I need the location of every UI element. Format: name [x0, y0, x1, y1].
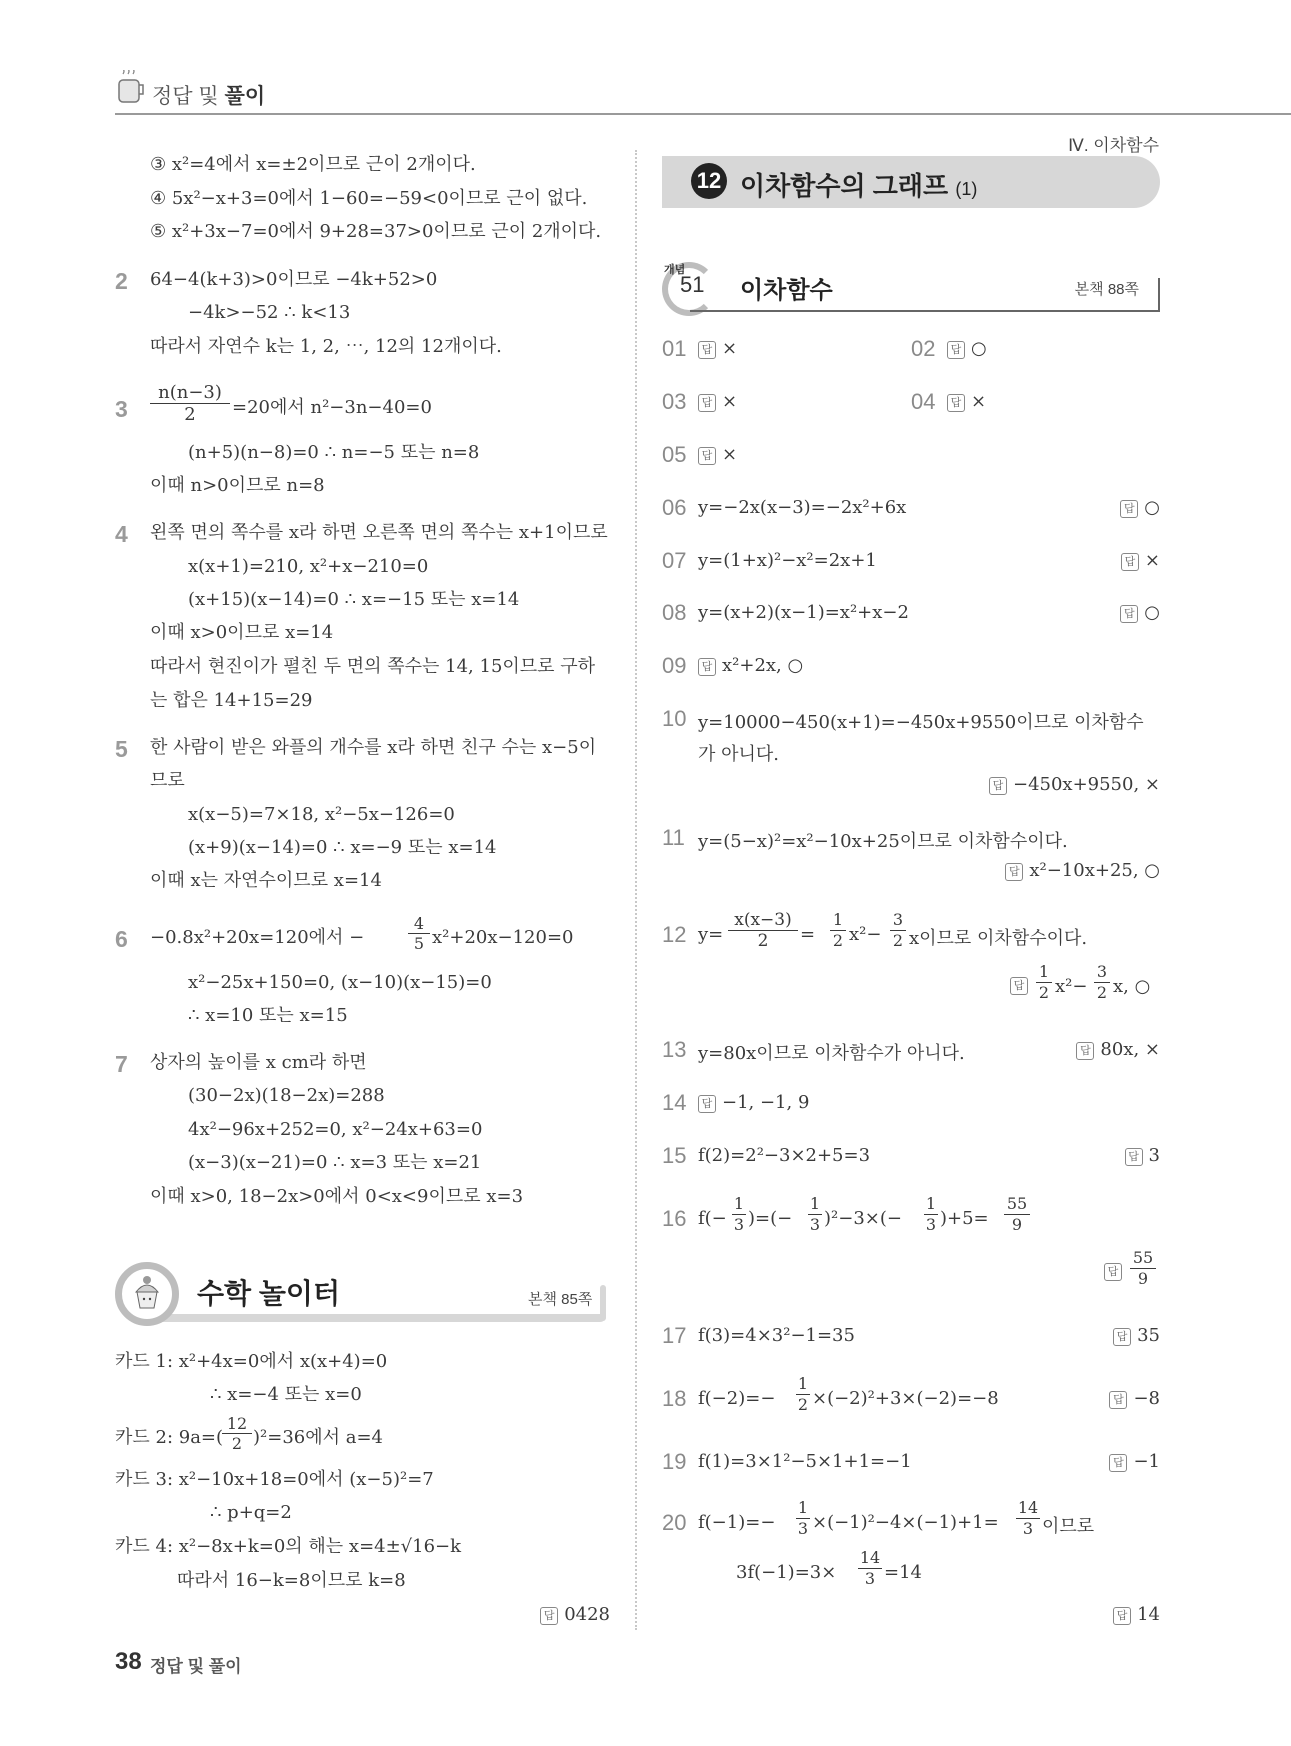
working: ×(−1)²−4×(−1)+1=	[812, 1512, 999, 1533]
fraction-denominator: 2	[892, 931, 904, 950]
fraction	[796, 1374, 810, 1415]
answer-value: ×	[722, 444, 738, 465]
text-line: ③ x²=4에서 x=±2이므로 근이 2개이다.	[150, 154, 476, 175]
fraction	[808, 1194, 822, 1235]
working: x이므로 이차함수이다.	[909, 928, 1088, 949]
fraction-denominator: 3	[925, 1215, 937, 1234]
answer-number: 16	[662, 1206, 687, 1231]
answer	[947, 391, 986, 412]
answer	[1060, 1604, 1160, 1625]
text-line: 따라서 현진이가 펼친 두 면의 쪽수는 14, 15이므로 구하	[150, 656, 596, 677]
answer-mark: 답	[1010, 977, 1028, 995]
text-line: x(x+1)=210, x²+x−210=0	[188, 556, 429, 577]
fraction	[1004, 1194, 1030, 1235]
card-line: 카드 3: x²−10x+18=0에서 (x−5)²=7	[115, 1469, 434, 1490]
fraction-denominator: 3	[733, 1215, 745, 1234]
section-bar	[140, 1314, 606, 1322]
cupcake-icon	[131, 1274, 163, 1314]
fraction-numerator: 1	[1036, 962, 1052, 983]
answer-mark: 답	[698, 341, 716, 359]
fraction-numerator: 3	[1094, 962, 1110, 983]
fraction-numerator: 14	[859, 1548, 881, 1567]
text-line: x²+20x−120=0	[432, 927, 574, 948]
answer-number: 10	[662, 706, 687, 731]
text-line: 따라서 자연수 k는 1, 2, ⋯, 12의 12개이다.	[150, 336, 502, 357]
fraction	[1130, 1248, 1156, 1289]
section-bar-cap	[600, 1285, 606, 1321]
answer	[1000, 1039, 1160, 1060]
working: f(−2)=−	[698, 1388, 776, 1409]
fraction-denominator: 2	[231, 1434, 243, 1453]
fraction	[222, 1414, 252, 1453]
text-line: ④ 5x²−x+3=0에서 1−60=−59<0이므로 근이 없다.	[150, 188, 588, 209]
unit-number: 12	[691, 163, 727, 199]
text-line: 는 합은 14+15=29	[150, 690, 313, 711]
problem-number: 4	[115, 521, 128, 547]
text-line: (x+15)(x−14)=0 ∴ x=−15 또는 x=14	[188, 589, 520, 610]
fraction-numerator: 1	[733, 1194, 745, 1213]
answer-number: 01	[662, 336, 687, 361]
working: y=−2x(x−3)=−2x²+6x	[698, 497, 907, 518]
answer-mark: 답	[1121, 553, 1139, 571]
answer-mark: 답	[947, 341, 965, 359]
fraction-denominator: 3	[1022, 1519, 1034, 1538]
fraction-numerator: 55	[1130, 1248, 1156, 1269]
fraction-numerator: 1	[830, 910, 846, 931]
fraction-denominator: 9	[1011, 1215, 1023, 1234]
card-line: 카드 1: x²+4x=0에서 x(x+4)=0	[115, 1351, 388, 1372]
card-line: 카드 2: 9a=(	[115, 1427, 224, 1448]
fraction-numerator: 14	[1017, 1498, 1039, 1517]
answer-value: −1	[1133, 1451, 1160, 1472]
answer-value: 3	[1148, 1145, 1160, 1166]
fraction	[1036, 962, 1052, 1003]
problem-number: 5	[115, 736, 128, 762]
unit-title	[740, 166, 977, 203]
answer-value: −1, −1, 9	[722, 1092, 810, 1113]
fraction-denominator: 2	[1096, 983, 1108, 1002]
fraction-denominator: 2	[797, 1395, 809, 1414]
fraction-denominator: 5	[413, 934, 425, 953]
answer-number: 19	[662, 1449, 687, 1474]
answer-number: 17	[662, 1323, 687, 1348]
answer	[900, 774, 1160, 795]
answer-value: 35	[1137, 1325, 1160, 1346]
fraction-denominator: 3	[864, 1569, 876, 1588]
header-logo-icon	[115, 70, 145, 104]
fraction	[728, 910, 798, 951]
answer	[1060, 1451, 1160, 1472]
answer-mark: 답	[698, 1095, 716, 1113]
problem-number: 3	[115, 396, 128, 422]
answer	[698, 391, 737, 412]
answer-mark: 답	[1125, 1148, 1143, 1166]
answer-value: −8	[1133, 1388, 1160, 1409]
working: f(−1)=−	[698, 1512, 776, 1533]
card-line: 따라서 16−k=8이므로 k=8	[177, 1570, 406, 1591]
text-line: =20에서 n²−3n−40=0	[232, 397, 432, 418]
working: 이므로	[1042, 1516, 1095, 1537]
answer-mark: 답	[1113, 1328, 1131, 1346]
answer-mark: 답	[1109, 1391, 1127, 1409]
answer-number: 09	[662, 653, 687, 678]
answer-number: 08	[662, 600, 687, 625]
answer	[1104, 1260, 1128, 1281]
text-line: 64−4(k+3)>0이므로 −4k+52>0	[150, 269, 438, 290]
answer-mark: 답	[698, 394, 716, 412]
working: f(1)=3×1²−5×1+1=−1	[698, 1451, 912, 1472]
answer-number: 05	[662, 442, 687, 467]
answer	[698, 338, 737, 359]
answer-number: 15	[662, 1143, 687, 1168]
answer-mark: 답	[1076, 1042, 1094, 1060]
fraction-numerator: 4	[408, 914, 430, 934]
answer	[1060, 1145, 1160, 1166]
working: y=10000−450(x+1)=−450x+9550이므로 이차함수	[698, 712, 1144, 733]
fraction	[1094, 962, 1110, 1003]
text-line: 왼쪽 면의 쪽수를 x라 하면 오른쪽 면의 쪽수는 x+1이므로	[150, 522, 608, 543]
fraction-denominator: 3	[809, 1215, 821, 1234]
answer-value: ×	[971, 391, 987, 412]
header-rule	[115, 113, 1291, 115]
card-line: )²=36에서 a=4	[253, 1427, 383, 1448]
text-line: ⑤ x²+3x−7=0에서 9+28=37>0이므로 근이 2개이다.	[150, 221, 602, 242]
answer-mark: 답	[1120, 605, 1138, 623]
answer	[698, 444, 737, 465]
answer-value: ○	[1144, 602, 1160, 623]
working: x²−	[849, 924, 882, 945]
answer-mark: 답	[947, 394, 965, 412]
working: y=	[698, 924, 724, 945]
page-number: 38	[115, 1648, 142, 1675]
answer-number: 03	[662, 389, 687, 414]
answer	[900, 860, 1160, 881]
fraction-denominator: 2	[832, 931, 844, 950]
answer-mark: 답	[698, 447, 716, 465]
fraction	[796, 1498, 810, 1539]
answer-value: −450x+9550, ×	[1012, 774, 1160, 795]
text-line: 4x²−96x+252=0, x²−24x+63=0	[188, 1119, 483, 1140]
working: ×(−2)²+3×(−2)=−8	[812, 1388, 999, 1409]
fraction	[408, 914, 430, 953]
card-line: 카드 4: x²−8x+k=0의 해는 x=4±√16−k	[115, 1536, 462, 1557]
fraction	[150, 382, 230, 425]
concept-label: 개념	[664, 264, 686, 276]
problem-number: 6	[115, 926, 128, 952]
working: )²−3×(−	[824, 1208, 902, 1229]
answer-number: 06	[662, 495, 687, 520]
answer	[698, 1092, 809, 1113]
problem-number: 2	[115, 268, 128, 294]
fraction-denominator: 2	[1038, 983, 1050, 1002]
play-section-title: 수학 놀이터	[197, 1278, 341, 1309]
unit-title-text: 이차함수의 그래프	[740, 171, 949, 201]
working: y=80x이므로 이차함수가 아니다.	[698, 1043, 965, 1064]
answer-mark: 답	[1109, 1454, 1127, 1472]
working: y=(1+x)²−x²=2x+1	[698, 550, 877, 571]
answer-value: 0428	[564, 1604, 610, 1625]
answer-mark: 답	[1120, 500, 1138, 518]
card-line: ∴ x=−4 또는 x=0	[210, 1384, 362, 1405]
concept-title: 이차함수	[740, 277, 833, 304]
answer-mark: 답	[698, 658, 716, 676]
concept-rule-cap	[1158, 278, 1160, 312]
column-divider	[635, 150, 637, 1630]
working: =	[800, 924, 816, 945]
problem-number: 7	[115, 1051, 128, 1077]
header-title: 정답 및 풀이	[152, 85, 266, 108]
fraction	[858, 1548, 882, 1589]
answer-value: ○	[1144, 497, 1160, 518]
answer	[1060, 1388, 1160, 1409]
answer-number: 07	[662, 548, 687, 573]
answer-value: ×	[1144, 550, 1160, 571]
fraction	[890, 910, 906, 951]
working: f(3)=4×3²−1=35	[698, 1325, 855, 1346]
answer	[1060, 550, 1160, 571]
working: f(−	[698, 1208, 727, 1229]
answer-mark: 답	[540, 1607, 558, 1625]
working: )=(−	[748, 1208, 793, 1229]
answer-mark: 답	[1113, 1607, 1131, 1625]
answer-value: 14	[1137, 1604, 1160, 1625]
answer-value: ×	[722, 391, 738, 412]
fraction-numerator: 1	[809, 1194, 821, 1213]
play-section-ref: 본책 85쪽	[528, 1291, 593, 1308]
working: y=(x+2)(x−1)=x²+x−2	[698, 602, 909, 623]
text-line: (30−2x)(18−2x)=288	[188, 1085, 385, 1106]
answer-number: 13	[662, 1037, 687, 1062]
concept-number: 51	[680, 272, 705, 297]
fraction-denominator: 2	[757, 931, 769, 951]
unit-subtitle: (1)	[955, 179, 978, 199]
fraction-numerator: 12	[222, 1414, 252, 1434]
answer-value: x²−	[1055, 976, 1088, 997]
answer-number: 14	[662, 1090, 687, 1115]
fraction-numerator: 1	[797, 1374, 809, 1393]
text-line: x(x−5)=7×18, x²−5x−126=0	[188, 804, 455, 825]
working: 3f(−1)=3×	[736, 1562, 837, 1583]
text-line: (x+9)(x−14)=0 ∴ x=−9 또는 x=14	[188, 837, 497, 858]
text-line: 이때 x>0, 18−2x>0에서 0<x<9이므로 x=3	[150, 1186, 524, 1207]
fraction	[924, 1194, 938, 1235]
fraction-numerator: 1	[925, 1194, 937, 1213]
answer-mark: 답	[1005, 863, 1023, 881]
text-line: −0.8x²+20x=120에서 −	[150, 927, 365, 948]
footer-label: 정답 및 풀이	[150, 1657, 242, 1676]
answer-mark: 답	[989, 777, 1007, 795]
fraction-denominator: 2	[184, 404, 196, 425]
answer-value: x, ○	[1113, 976, 1151, 997]
section-tag: Ⅳ. 이차함수	[1068, 136, 1159, 155]
answer	[698, 655, 803, 676]
text-line: 므로	[150, 770, 185, 791]
text-line: 한 사람이 받은 와플의 개수를 x라 하면 친구 수는 x−5이	[150, 737, 597, 758]
answer	[947, 338, 987, 359]
text-line: −4k>−52 ∴ k<13	[188, 302, 351, 323]
fraction-denominator: 9	[1137, 1269, 1149, 1288]
working: 가 아니다.	[698, 744, 779, 765]
text-line: (x−3)(x−21)=0 ∴ x=3 또는 x=21	[188, 1152, 482, 1173]
answer	[1060, 1325, 1160, 1346]
working: =14	[884, 1562, 922, 1583]
fraction-numerator: 55	[1004, 1194, 1030, 1215]
answer-value: 80x, ×	[1100, 1039, 1160, 1060]
working: )+5=	[940, 1208, 989, 1229]
text-line: 이때 x는 자연수이므로 x=14	[150, 870, 382, 891]
answer-value: x²+2x, ○	[722, 655, 804, 676]
text-line: 이때 x>0이므로 x=14	[150, 622, 334, 643]
answer-value: x²−10x+25, ○	[1029, 860, 1160, 881]
working: y=(5−x)²=x²−10x+25이므로 이차함수이다.	[698, 831, 1068, 852]
answer-value: ×	[722, 338, 738, 359]
text-line: (n+5)(n−8)=0 ∴ n=−5 또는 n=8	[188, 442, 480, 463]
answer	[1060, 602, 1160, 623]
fraction	[830, 910, 846, 951]
answer-number: 12	[662, 922, 687, 947]
answer-number: 11	[662, 825, 685, 850]
answer-number: 18	[662, 1386, 687, 1411]
card-line: ∴ p+q=2	[210, 1502, 292, 1523]
play-answer	[530, 1604, 610, 1625]
working: f(2)=2²−3×2+5=3	[698, 1145, 871, 1166]
text-line: 상자의 높이를 x cm라 하면	[150, 1052, 367, 1073]
fraction-numerator: 3	[890, 910, 906, 931]
answer-number: 04	[911, 389, 936, 414]
answer-number: 02	[911, 336, 936, 361]
fraction-denominator: 3	[797, 1519, 809, 1538]
answer-number: 20	[662, 1510, 687, 1535]
text-line: ∴ x=10 또는 x=15	[188, 1005, 348, 1026]
answer	[1060, 497, 1160, 518]
fraction-numerator: n(n−3)	[150, 382, 230, 404]
fraction	[732, 1194, 746, 1235]
fraction	[1016, 1498, 1040, 1539]
text-line: x²−25x+150=0, (x−10)(x−15)=0	[188, 972, 492, 993]
concept-rule	[690, 310, 1160, 312]
answer-value: ○	[971, 338, 987, 359]
text-line: 이때 n>0이므로 n=8	[150, 475, 325, 496]
concept-ref: 본책 88쪽	[1074, 281, 1139, 298]
answer-mark: 답	[1104, 1263, 1122, 1281]
fraction-numerator: 1	[797, 1498, 809, 1517]
fraction-numerator: x(x−3)	[728, 910, 798, 931]
answer	[1010, 974, 1034, 995]
